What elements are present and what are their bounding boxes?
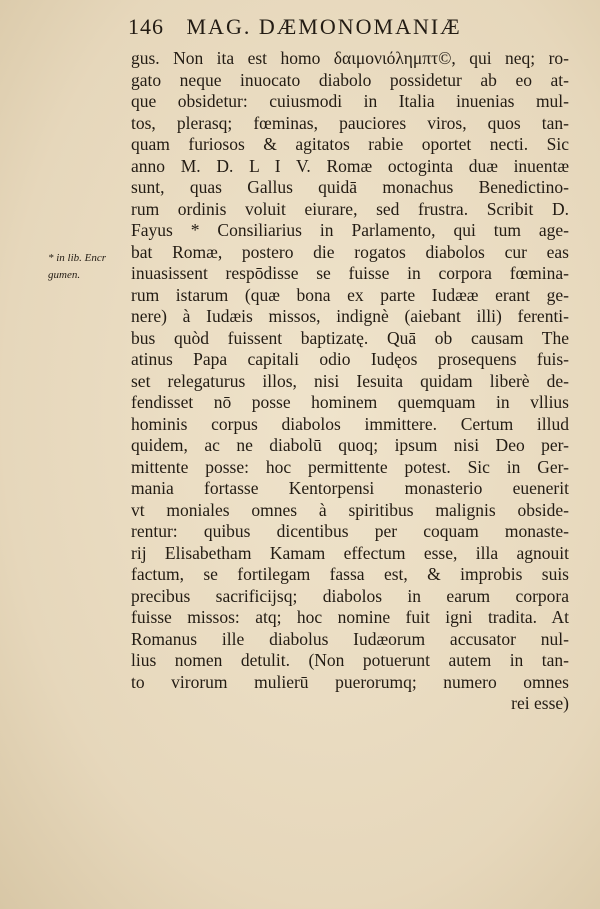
text-line: gato neque inuocato diabolo possidetur ab eo at- xyxy=(131,69,569,90)
text-line: mania fortasse Kentorpensi monasterio euenerit xyxy=(131,478,569,498)
text-line: lius nomen detulit. (Non potuerunt autem in tan- xyxy=(131,650,569,670)
text-line: anno M. D. L I V. Romæ octoginta duæ inuentæ xyxy=(131,155,569,176)
text-line: fendisset nō posse hominem quemquam in vllius xyxy=(131,392,569,412)
text-line: precibus sacrificijsq; diabolos in earum corpora xyxy=(131,585,569,606)
text-line: bus quòd fuissent baptizatę. Quā ob causam The xyxy=(131,327,569,348)
body-text xyxy=(131,48,569,715)
text-line: sunt, quas Gallus quidā monachus Benedictino- xyxy=(131,177,569,197)
text-line: bat Romæ, postero die rogatos diabolos cur eas xyxy=(131,241,569,262)
text-line: set relegaturus illos, nisi Iesuita quidam liberè de- xyxy=(131,370,569,391)
text-line: mittente posse: hoc permittente potest. Sic in Ger- xyxy=(131,456,569,477)
text-line: rum ordinis voluit eiurare, sed frustra. Scribit D. xyxy=(131,198,569,219)
text-line: tos, plerasq; fœminas, pauciores viros, quos tan- xyxy=(131,112,569,133)
text-line: vt moniales omnes à spiritibus malignis obside- xyxy=(131,499,569,520)
text-line: rij Elisabetham Kamam effectum esse, illa agnouit xyxy=(131,542,569,563)
text-line: hominis corpus diabolos immittere. Certum illud xyxy=(131,413,569,434)
text-line: Romanus ille diabolus Iudæorum accusator nul- xyxy=(131,628,569,649)
text-line: factum, se fortilegam fassa est, & improbis suis xyxy=(131,564,569,584)
text-line: quidem, ac ne diabolū quoq; ipsum nisi Deo per- xyxy=(131,435,569,455)
text-line: inuasissent respōdisse se fuisse in corpora fœmina- xyxy=(131,263,569,283)
text-line: nere) à Iudæis missos, indignè (aiebant illi) ferenti- xyxy=(131,306,569,326)
margin-note: * in lib. Encr gumen. xyxy=(48,252,107,281)
text-line: to virorum mulierū puerorumq; numero omnes xyxy=(131,671,569,692)
page-number: 146 xyxy=(128,14,164,39)
text-line: atinus Papa capitali odio Iudęos prosequens fuis- xyxy=(131,349,569,369)
page-header xyxy=(128,14,558,40)
running-title: MAG. DÆMONOMANIÆ xyxy=(186,14,462,39)
text-line: rei esse) xyxy=(511,693,569,713)
text-line: rum istarum (quæ bona ex parte Iudææ erant ge- xyxy=(131,284,569,305)
text-line: rentur: quibus dicentibus per coquam monaste- xyxy=(131,521,569,541)
text-line: fuisse missos: atq; hoc nomine fuit igni tradita. At xyxy=(131,607,569,627)
text-line: Fayus * Consiliarius in Parlamento, qui tum age- xyxy=(131,220,569,240)
text-line: que obsidetur: cuiusmodi in Italia inuenias mul- xyxy=(131,91,569,111)
text-line: gus. Non ita est homo δαιμονιόλημπτ©, qui neq; ro- xyxy=(131,48,569,68)
text-line: quam furiosos & agitatos rabie oportet necti. Sic xyxy=(131,134,569,154)
